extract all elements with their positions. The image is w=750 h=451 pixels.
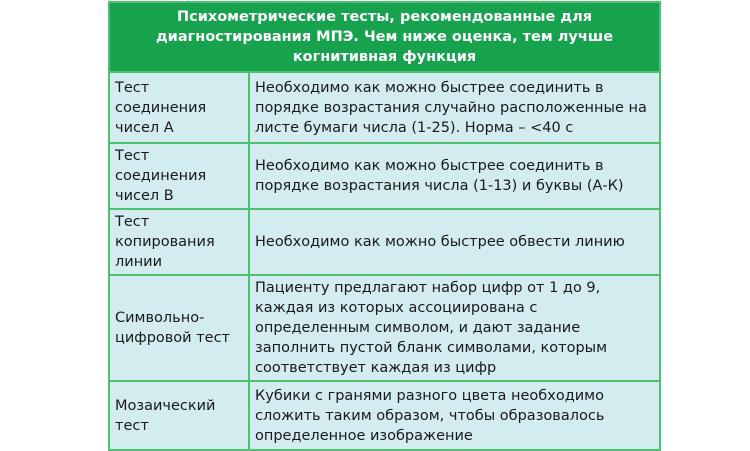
test-name: Мозаический тест	[109, 381, 249, 450]
test-description: Необходимо как можно быстрее обвести линию	[249, 209, 660, 275]
table-row	[109, 275, 660, 381]
table-row	[109, 381, 660, 450]
test-name: Тест копирования линии	[109, 209, 249, 275]
test-description: Пациенту предлагают набор цифр от 1 до 9, каждая из которых ассоциирована с определенным символом, и дают задание заполнить пустой бланк символами, которым соответствует каждая из цифр	[249, 275, 660, 381]
table-row	[109, 209, 660, 275]
table-title: Психометрические тесты, рекомендованные для диагностирования МПЭ. Чем ниже оценка, тем лучше когнитивная функция	[109, 2, 660, 72]
table-row	[109, 72, 660, 143]
test-name: Символьно-цифровой тест	[109, 275, 249, 381]
table-header-row	[109, 2, 660, 72]
test-description: Необходимо как можно быстрее соединить в порядке возрастания числа (1-13) и буквы (А-К)	[249, 143, 660, 209]
test-name: Тест соединения чисел В	[109, 143, 249, 209]
test-description: Необходимо как можно быстрее соединить в порядке возрастания случайно расположенные на листе бумаги числа (1-25). Норма – <40 с	[249, 72, 660, 143]
test-description: Кубики с гранями разного цвета необходимо сложить таким образом, чтобы образовалось определенное изображение	[249, 381, 660, 450]
table-row	[109, 143, 660, 209]
psychometric-tests-table	[108, 1, 661, 451]
test-name: Тест соединения чисел А	[109, 72, 249, 143]
